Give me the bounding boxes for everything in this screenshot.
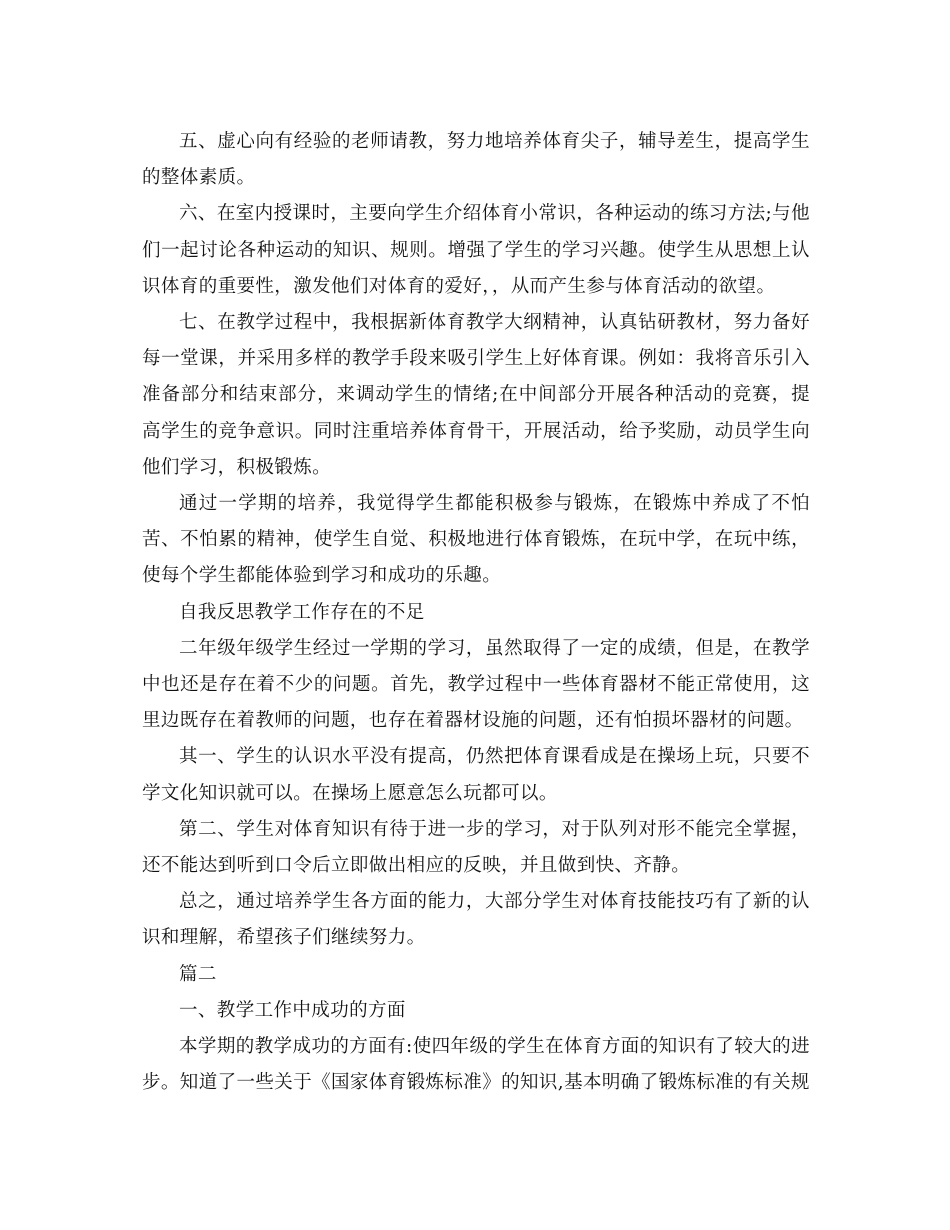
section-heading-part-two: 篇二 bbox=[179, 963, 217, 985]
section-heading-shortcomings: 自我反思教学工作存在的不足 bbox=[179, 601, 425, 623]
paragraph-semester-results: 通过一学期的培养，我觉得学生都能积极参与锻炼，在锻炼中养成了不怕苦、不怕累的精神，使学生自觉、积极地进行体育锻炼，在玩中学，在玩中练，使每个学生都能体验到学习和成功的乐趣。 bbox=[142, 493, 810, 587]
paragraph-7-teaching-process: 七、在教学过程中，我根据新体育教学大纲精神，认真钻研教材，努力备好每一堂课，并采用多样的教学手段来吸引学生上好体育课。例如：我将音乐引入准备部分和结束部分，来调动学生的情绪;在中间部分开展各种活动的竞赛，提高学生的竞争意识。同时注重培养体育骨干，开展活动，给予奖励，动员学生向他们学习，积极锻炼。 bbox=[142, 312, 810, 478]
document-body bbox=[142, 124, 810, 1101]
section-heading-successes: 一、教学工作中成功的方面 bbox=[179, 999, 406, 1021]
paragraph-grade-two-problems: 二年级年级学生经过一学期的学习，虽然取得了一定的成绩，但是，在教学中也还是存在着不少的问题。首先，教学过程中一些体育器材不能正常使用，这里边既存在着教师的问题，也存在着器材设施的问题，还有怕损坏器材的问题。 bbox=[142, 637, 810, 732]
paragraph-6-indoor-lessons: 六、在室内授课时，主要向学生介绍体育小常识，各种运动的练习方法;与他们一起讨论各种运动的知识、规则。增强了学生的学习兴趣。使学生从思想上认识体育的重要性，激发他们对体育的爱好，，从而产生参与体育活动的欲望。 bbox=[142, 203, 810, 297]
paragraph-conclusion: 总之，通过培养学生各方面的能力，大部分学生对体育技能技巧有了新的认识和理解，希望孩子们继续努力。 bbox=[142, 891, 810, 949]
paragraph-first-problem: 其一、学生的认识水平没有提高，仍然把体育课看成是在操场上玩，只要不学文化知识就可以。在操场上愿意怎么玩都可以。 bbox=[142, 746, 810, 804]
paragraph-5-consult-teachers: 五、虚心向有经验的老师请教，努力地培养体育尖子，辅导差生，提高学生的整体素质。 bbox=[142, 131, 810, 189]
paragraph-semester-success: 本学期的教学成功的方面有:使四年级的学生在体育方面的知识有了较大的进步。知道了一些关于《国家体育锻炼标准》的知识,基本明确了锻炼标准的有关规 bbox=[142, 1036, 810, 1094]
paragraph-second-problem: 第二、学生对体育知识有待于进一步的学习，对于队列对形不能完全掌握，还不能达到听到口令后立即做出相应的反映，并且做到快、齐静。 bbox=[142, 818, 810, 877]
